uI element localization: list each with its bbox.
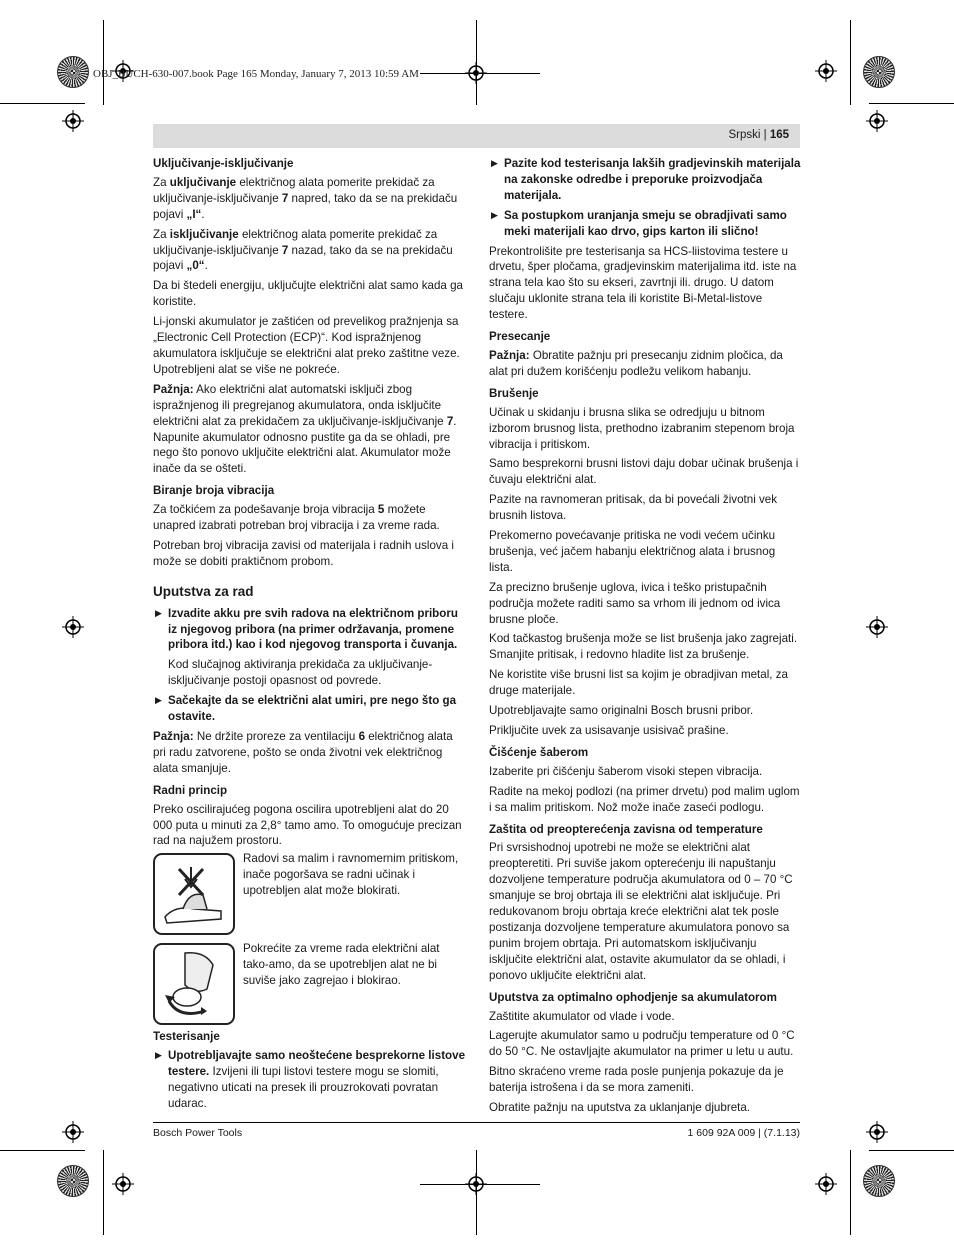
page-number: 165 bbox=[769, 129, 789, 141]
bullet-item: ▶ Sa postupkom uranjanja smeju se obradjivati samo meki materijali kao drvo, gips karton ili slično! bbox=[491, 208, 787, 238]
left-column bbox=[153, 156, 466, 1116]
section-title: Testerisanje bbox=[153, 1030, 220, 1044]
bullet-item: ▶ Upotrebljavajte samo neoštećene besprekorne listove testere. Izvijeni ili tupi listovi testere mogu se slomiti, negativno uticati na presek ili prouzrokovati povratan udarac. bbox=[155, 1049, 466, 1110]
paragraph: Kod tačkastog brušenja može se list brušenja jako zagrejati. Smanjite pritisak, i redovno hladite list za brušenje. bbox=[489, 632, 798, 662]
section-title: Uključivanje-isključivanje bbox=[153, 157, 294, 170]
paragraph: Upotrebljavajte samo originalni Bosch brusni pribor. bbox=[489, 704, 754, 718]
color-rosette-icon bbox=[863, 56, 895, 88]
color-rosette-icon bbox=[863, 1165, 895, 1197]
registration-mark-icon bbox=[465, 62, 487, 84]
registration-mark-icon bbox=[62, 616, 84, 638]
bullet-arrow-icon: ▶ bbox=[491, 209, 498, 220]
color-rosette-icon bbox=[57, 56, 89, 88]
paragraph: Za točkićem za podešavanje broja vibracija 5 možete unapred izabrati potreban broj vibracija i za vreme rada. bbox=[153, 503, 440, 533]
paragraph: Samo besprekorni brusni listovi daju dobar učinak brušenja i čuvaju električni alat. bbox=[489, 457, 799, 487]
paragraph: Za precizno brušenje uglova, ivica i teško pristupačnih područja možete raditi samo sa vrhom ili jednom od ivica brusne ploče. bbox=[489, 580, 781, 626]
figure-row bbox=[153, 853, 466, 939]
registration-mark-icon bbox=[62, 1121, 84, 1143]
crop-mark bbox=[850, 1150, 851, 1235]
crop-mark bbox=[0, 103, 85, 104]
paragraph: Pazite na ravnomeran pritisak, da bi povećali životni vek brusnih listova. bbox=[489, 493, 778, 523]
figure-row bbox=[153, 943, 466, 1029]
paragraph: Za uključivanje električnog alata pomerite prekidač za uključivanje-isključivanje 7 napred, tako da se na prekidaču pojavi „I“. bbox=[153, 175, 458, 221]
pressure-illustration bbox=[153, 853, 235, 935]
bullet-item: ▶ Sačekajte da se električni alat umiri, pre nego što ga ostavite. bbox=[155, 694, 457, 724]
paragraph: Prekomerno povećavanje pritiska ne vodi većem učinku brušenja, već jačem habanju električnog alata i brusnog lista. bbox=[489, 529, 776, 574]
registration-mark-icon bbox=[62, 110, 84, 132]
bullet-arrow-icon: ▶ bbox=[491, 158, 498, 168]
registration-mark-icon bbox=[866, 1121, 888, 1143]
section-title: Uputstva za optimalno ophodjenje sa akumulatorom bbox=[489, 990, 777, 1004]
registration-mark-icon bbox=[815, 60, 837, 82]
registration-mark-icon bbox=[866, 616, 888, 638]
paragraph: Radite na mekoj podlozi (na primer drvetu) pod malim uglom i sa malim pritiskom. Nož može inače zaseći podlogu. bbox=[489, 784, 800, 814]
chapter-title: Uputstva za rad bbox=[153, 583, 254, 599]
registration-mark-icon bbox=[815, 1173, 837, 1195]
footer-doc-number: 1 609 92A 009 | (7.1.13) bbox=[687, 1127, 800, 1139]
paragraph: Učinak u skidanju i brusna slika se odredjuju u bitnom izborom brusnog lista, prethodno izabranim stepenom broja vibracija i pritiskom. bbox=[489, 405, 795, 451]
registration-mark-icon bbox=[866, 110, 888, 132]
section-title: Zaštita od preopterećenja zavisna od temperature bbox=[489, 822, 763, 836]
figure-caption: Radovi sa malim i ravnomernim pritiskom, inače pogoršava se radni učinak i upotrebljen alat može blokirati. bbox=[243, 852, 459, 898]
paragraph: Pažnja: Ne držite proreze za ventilaciju 6 električnog alata pri radu zatvorene, pošto se onda životni vek električnog alata smanjuje. bbox=[153, 730, 453, 775]
paragraph: Li-jonski akumulator je zaštićen od prevelikog pražnjenja sa „Electronic Cell Protection (ECP)“. Kod ispražnjenog akumulatora isključuje se električni alat preko zaštitne veze. Upotrebljeni alat se više ne pokreće. bbox=[153, 315, 460, 376]
color-rosette-icon bbox=[57, 1165, 89, 1197]
crop-mark bbox=[103, 20, 104, 105]
language-label: Srpski bbox=[728, 129, 761, 141]
right-column bbox=[489, 156, 801, 1120]
section-title: Radni princip bbox=[153, 783, 228, 797]
section-title: Brušenje bbox=[489, 386, 539, 400]
figure-caption: Pokrećite za vreme rada električni alat tako-amo, da se upotrebljen alat ne bi suviše jako zagrejao i blokirao. bbox=[243, 942, 440, 988]
motion-illustration bbox=[153, 943, 235, 1025]
paragraph: Da bi štedeli energiju, uključujte električni alat samo kada ga koristite. bbox=[153, 279, 463, 309]
section-title: Biranje broja vibracija bbox=[153, 484, 275, 498]
paragraph: Za isključivanje električnog alata pomerite prekidač za uključivanje-isključivanje 7 nazad, tako da se na prekidaču pojavi „0“. bbox=[153, 227, 453, 273]
crop-mark bbox=[103, 1150, 104, 1235]
bullet-item: ▶ Izvadite akku pre svih radova na električnom priboru iz njegovog pribora (na primer održavanja, promene pribora itd.) kao i kod njegovog transporta i čuvanja. bbox=[155, 606, 458, 652]
head-separator: | bbox=[763, 129, 767, 141]
registration-mark-icon bbox=[112, 1173, 134, 1195]
paragraph: Potreban broj vibracija zavisi od materijala i radnih uslova i može se dobiti praktičnom probom. bbox=[153, 538, 454, 568]
paragraph: Priključite uvek za usisavanje usisivač prašine. bbox=[489, 724, 729, 737]
paragraph: Lagerujte akumulator samo u području temperature od 0 °C do 50 °C. Ne ostavljajte akumulator na primer u letu u autu. bbox=[489, 1029, 795, 1059]
paragraph: Izaberite pri čišćenju šaberom visoki stepen vibracija. bbox=[489, 764, 763, 778]
print-file-info: OBJ_BUCH-630-007.book Page 165 Monday, January 7, 2013 10:59 AM bbox=[93, 68, 419, 80]
registration-mark-icon bbox=[465, 1173, 487, 1195]
bullet-arrow-icon: ▶ bbox=[155, 607, 162, 618]
paragraph: Obratite pažnju na uputstva za uklanjanje djubreta. bbox=[489, 1101, 751, 1115]
paragraph: Kod slučajnog aktiviranja prekidača za uključivanje-isključivanje postoji opasnost od povrede. bbox=[168, 658, 433, 688]
bullet-item: ▶ Pazite kod testerisanja lakših gradjevinskih materijala na zakonske odredbe i preporuke proizvodjača materijala. bbox=[491, 157, 801, 202]
bullet-arrow-icon: ▶ bbox=[155, 1050, 162, 1061]
crop-mark bbox=[850, 20, 851, 105]
paragraph: Zaštitite akumulator od vlade i vode. bbox=[489, 1009, 675, 1023]
paragraph: Prekontrolišite pre testerisanja sa HCS-liistovima testere u drvetu, šper pločama, gradjevinskim materijalima itd. iste na strana tela kao što su ekseri, zavrtnji ili. drugo. U datom slučaju uklonite strana tela ili koristite Bi-Metal-listove testere. bbox=[489, 244, 797, 322]
section-title: Čišćenje šaberom bbox=[489, 745, 589, 759]
paragraph: Pri svrsishodnoj upotrebi ne može se električni alat preopteretiti. Pri suviše jakom opterećenju ili napuštanju dozvoljene temperature područja akumulatora od 0 – 70 °C smanjuje se broj obrtaja ili se električni alat isključuje. Pri redukovanom broju obrtaja kreće električni alat tek posle postizanja dozvoljene temperature akumulatora ponovo sa punim brojem obrtaja. Pri automatskom isključivanju isključite električni alat, ostavite akumulator da se ohladi, i ponovo uključite električni alat. bbox=[489, 841, 793, 982]
paragraph: Bitno skraćeno vreme rada posle punjenja pokazuje da je baterija istrošena i da se mora zameniti. bbox=[489, 1065, 784, 1095]
footer-rule bbox=[153, 1122, 800, 1123]
paragraph: Ne koristite više brusni list sa kojim je obradjivan metal, za druge materijale. bbox=[489, 668, 788, 698]
page-label bbox=[728, 129, 789, 141]
crop-mark bbox=[0, 1150, 85, 1151]
paragraph: Pažnja: Ako električni alat automatski isključi zbog ispražnjenog ili pregrejanog akumulatora, onda isključite električni alat za prekidačem za uključivanje-isključivanje 7. Napunite akumulator odnosno pustite ga da se ohladi, pre nego što ponovo uključite električni alat. Akumulator može inače da se ošteti. bbox=[153, 382, 457, 476]
paragraph: Preko oscilirajućeg pogona oscilira upotrebljeni alat do 20 000 puta u minuti za 2,8° tamo amo. To omogućuje precizan rad na najužem prostoru. bbox=[153, 802, 462, 848]
section-title: Presecanje bbox=[489, 330, 551, 344]
running-head bbox=[153, 124, 800, 148]
footer-brand: Bosch Power Tools bbox=[153, 1127, 243, 1139]
bullet-arrow-icon: ▶ bbox=[155, 695, 162, 706]
crop-mark bbox=[869, 1150, 954, 1151]
paragraph: Pažnja: Obratite pažnju pri presecanju zidnim pločica, da alat pri dužem korišćenju podležu velikom habanju. bbox=[489, 348, 783, 378]
crop-mark bbox=[869, 103, 954, 104]
